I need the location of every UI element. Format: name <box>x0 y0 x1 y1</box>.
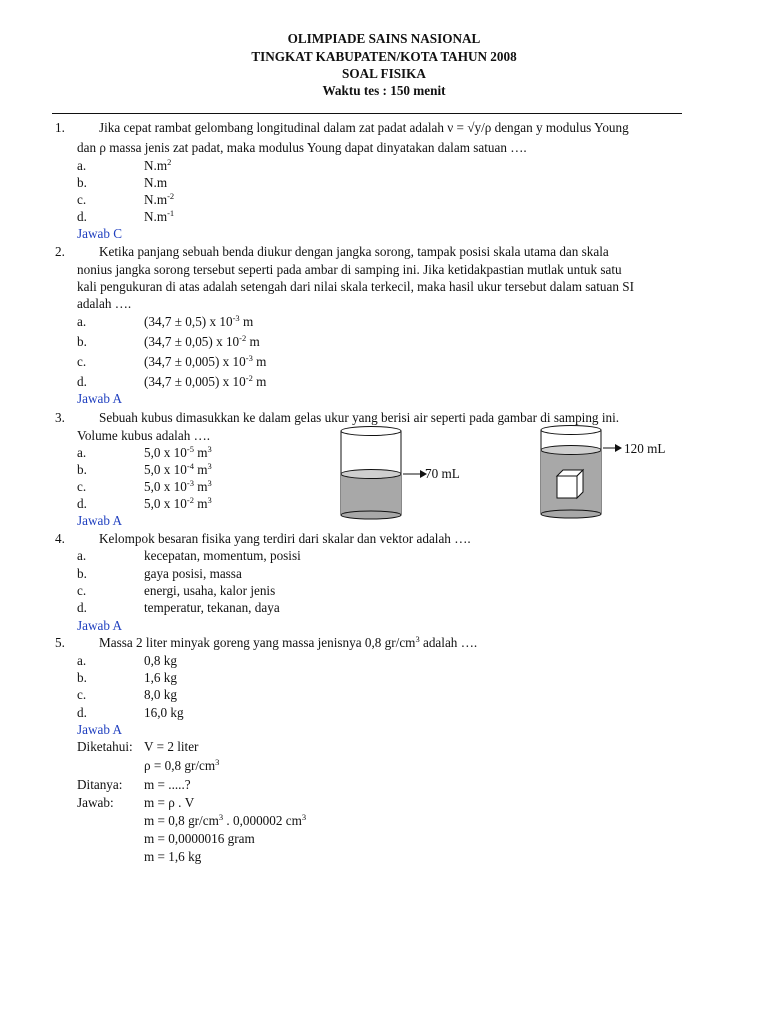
q5-option-b: 1,6 kg <box>144 670 177 685</box>
q5-solution-known-label: Diketahui: <box>77 739 133 754</box>
q5-solution-known-2: ρ = 0,8 $gr/cm^3$ <box>144 757 220 773</box>
q5-solution-answer-label: Jawab: <box>77 795 114 810</box>
q3-option-c-label: c. <box>77 479 87 494</box>
beaker-2-arrowhead <box>615 444 622 452</box>
q1-option-a-label: a. <box>77 158 87 173</box>
q5-option-c: 8,0 kg <box>144 687 177 702</box>
beaker-2-label: 120 mL <box>624 441 666 456</box>
q2-option-c: (34,7 ± 0,005) x $10^{-3}$ m <box>144 353 267 369</box>
title-line-4: Waktu tes : 150 menit <box>322 83 446 98</box>
q5-option-b-label: b. <box>77 670 87 685</box>
q5-solution-known-1: V = 2 liter <box>144 739 199 754</box>
title-line-2: TINGKAT KABUPATEN/KOTA TAHUN 2008 <box>251 49 517 64</box>
beaker-1-base <box>341 511 401 519</box>
q3-text-line-2: Volume kubus adalah …. <box>77 428 211 443</box>
q2-option-b: (34,7 ± 0,05) x $10^{-2}$ m <box>144 333 260 349</box>
q3-option-b: 5,0 x $10^{-4}$ $m^3$ <box>144 461 212 477</box>
q2-option-c-label: c. <box>77 354 87 369</box>
beaker-2-rim <box>541 426 601 435</box>
q1-option-b: N.m <box>144 175 168 190</box>
q1-number: 1. <box>55 120 65 135</box>
title-line-1: OLIMPIADE SAINS NASIONAL <box>287 31 481 46</box>
q3-option-a: 5,0 x $10^{-5}$ $m^3$ <box>144 444 212 460</box>
q4-number: 4. <box>55 531 65 546</box>
q5-solution-step-4: m = 1,6 kg <box>144 849 202 864</box>
q2-option-a-label: a. <box>77 314 87 329</box>
beaker-1-rim <box>341 427 401 436</box>
q5-number: 5. <box>55 635 65 650</box>
q5-solution-step-3: m = 0,0000016 gram <box>144 831 255 846</box>
q5-solution-step-1: m = ρ . V <box>144 795 195 810</box>
q3-option-a-label: a. <box>77 445 87 460</box>
q5-option-a-label: a. <box>77 653 87 668</box>
q3-text-line-1: Sebuah kubus dimasukkan ke dalam gelas ukur yang berisi air seperti pada gambar di samping ini. <box>99 410 620 425</box>
beaker-1-liquid <box>341 474 401 515</box>
q4-option-a: kecepatan, momentum, posisi <box>144 548 301 563</box>
q4-option-b: gaya posisi, massa <box>144 566 242 581</box>
q5-solution-asked: m = .....? <box>144 777 191 792</box>
q1-text-line-2: dan ρ massa jenis zat padat, maka modulus Young dapat dinyatakan dalam satuan …. <box>77 140 527 155</box>
q4-option-a-label: a. <box>77 548 87 563</box>
q4-answer: Jawab A <box>77 618 123 633</box>
beaker-diagram-120ml <box>535 420 675 520</box>
q3-option-b-label: b. <box>77 462 87 477</box>
beaker-1-label: 70 mL <box>425 466 460 481</box>
q2-option-d: (34,7 ± 0,005) x $10^{-2}$ m <box>144 373 267 389</box>
q3-option-d-label: d. <box>77 496 87 511</box>
q1-option-d-label: d. <box>77 209 87 224</box>
q3-option-d: 5,0 x $10^{-2}$ $m^3$ <box>144 495 212 511</box>
q2-text-line-3: kali pengukuran di atas adalah setengah dari nilai skala terkecil, maka hasil ukur tersebut dalam satuan SI <box>77 279 634 294</box>
q1-option-c: $N.m^{-2}$ <box>144 191 175 207</box>
q1-answer: Jawab C <box>77 226 123 241</box>
q5-solution-asked-label: Ditanya: <box>77 777 123 792</box>
q5-option-a: 0,8 kg <box>144 653 177 668</box>
q4-option-d: temperatur, tekanan, daya <box>144 600 280 615</box>
q5-option-c-label: c. <box>77 687 87 702</box>
beaker-2-base <box>541 510 601 518</box>
q4-option-c: energi, usaha, kalor jenis <box>144 583 276 598</box>
q5-option-d-label: d. <box>77 705 87 720</box>
header-divider <box>52 113 682 114</box>
q5-text-line-1: Massa 2 liter minyak goreng yang massa jenisnya 0,8 $gr/cm^3$ adalah …. <box>99 634 478 650</box>
q1-option-b-label: b. <box>77 175 87 190</box>
q2-text-line-1: Ketika panjang sebuah benda diukur dengan jangka sorong, tampak posisi skala utama dan skala <box>99 244 609 259</box>
cube-icon <box>557 470 583 498</box>
q2-text-line-4: adalah …. <box>77 296 132 311</box>
q4-option-c-label: c. <box>77 583 87 598</box>
q5-option-d: 16,0 kg <box>144 705 184 720</box>
q3-answer: Jawab A <box>77 513 123 528</box>
q5-solution-step-2: m = 0,8 $gr/cm^3$ . 0,000002 $cm^3$ <box>144 812 307 828</box>
title-line-3: SOAL FISIKA <box>342 66 426 81</box>
q3-number: 3. <box>55 410 65 425</box>
q3-option-c: 5,0 x $10^{-3}$ $m^3$ <box>144 478 212 494</box>
q4-text-line-1: Kelompok besaran fisika yang terdiri dari skalar dan vektor adalah …. <box>99 531 471 546</box>
q2-option-b-label: b. <box>77 334 87 349</box>
q2-text-line-2: nonius jangka sorong tersebut seperti pada ambar di samping ini. Jika ketidakpastian mutlak untuk satu <box>77 262 622 277</box>
q4-option-d-label: d. <box>77 600 87 615</box>
q1-option-a: $N.m^2$ <box>144 157 172 173</box>
q1-text-line-1: Jika cepat rambat gelombang longitudinal dalam zat padat adalah ν = √y/ρ dengan y modulus Young <box>99 120 629 135</box>
q1-option-d: $N.m^{-1}$ <box>144 208 175 224</box>
q2-answer: Jawab A <box>77 391 123 406</box>
q2-option-d-label: d. <box>77 374 87 389</box>
q1-option-c-label: c. <box>77 192 87 207</box>
q2-option-a: (34,7 ± 0,5) x $10^{-3}$ m <box>144 313 254 329</box>
q2-number: 2. <box>55 244 65 259</box>
q5-answer: Jawab A <box>77 722 123 737</box>
beaker-1-liquid-surface <box>341 470 401 479</box>
q4-option-b-label: b. <box>77 566 87 581</box>
beaker-2-liquid-surface <box>541 446 601 455</box>
